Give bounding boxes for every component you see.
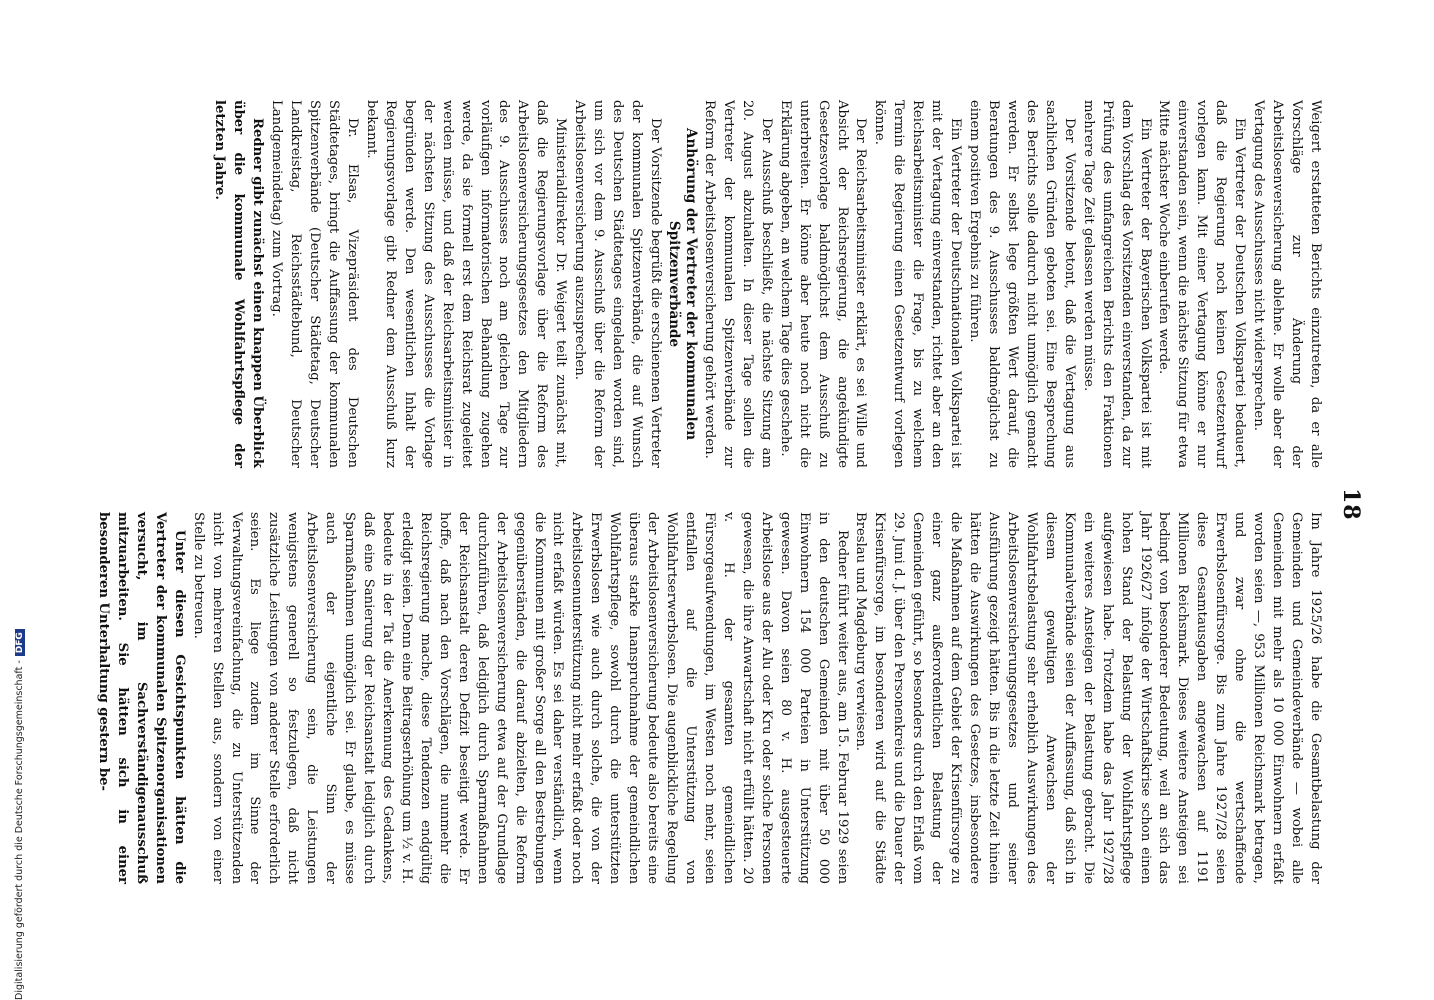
paragraph: Dr. Elsas, Vizepräsident des Deutschen Städtetages, bringt die Auffassung der kommunalen Spitzenverbände (Deutscher Städtetag, Deutscher Landkreistag, Reichsstädtebund, Deutscher Landgemeindetag) zum Vortrag. <box>269 100 360 468</box>
footer-credit: Digitalisierung gefördert durch die Deutsche Forschungsgemeinschaft - <box>14 660 25 1000</box>
left-column <box>209 100 1324 468</box>
paragraph: Ein Vertreter der Bayerischen Volkspartei ist mit dem Vorschlag des Vorsitzenden einverstanden, da zur Prüfung des umfangreichen Berichts den Fraktionen mehrere Tage Zeit gelassen werden müsse. <box>1080 100 1153 468</box>
paragraph: Ministerialdirektor Dr. Weigert teilt zunächst mit, daß die Regierungsvorlage über die Reform des Arbeitslosenversicherungsgesetzes den Mitgliedern des 9. Ausschusses noch am gleichen Tage zur vorläufigen informatorischen Behandlung zugehen werde, da sie formell erst dem Reichsrat zugeleitet werden müsse, und daß der Reichsarbeitsminister in der nächsten Sitzung des Ausschusses die Vorlage begründen werde. Den wesentlichen Inhalt der Regierungsvorlage gibt Redner dem Ausschuß kurz bekannt. <box>363 100 569 468</box>
paragraph: Ein Vertreter der Deutschnationalen Volkspartei ist mit der Vertagung einverstanden, richtet aber an den Reichsarbeitsminister die Frage, bis zu welchem Termin die Regierung einen Gesetzentwurf vorlegen könne. <box>872 100 964 468</box>
paragraph: Weigert erstatteten Berichts einzutreten, da er alle Vorschläge zur Änderung der Arbeitslosenversicherung ablehne. Er wolle aber der Vertagung des Ausschusses nicht widersprechen. <box>1251 100 1323 468</box>
section-heading: Anhörung der Vertreter der kommunalen Spitzenverbände <box>665 127 700 441</box>
right-column <box>93 512 1324 884</box>
paragraph: Redner gibt zunächst einen knappen Überblick über die kommunale Wohlfahrtspflege der letzten Jahre. <box>212 100 266 468</box>
dfg-logo: DFG <box>15 629 25 656</box>
paragraph: Im Jahre 1925/26 habe die Gesamtbelastung der Gemeinden und Gemeindeverbände — wobei alle Gemeinden mit mehr als 10 000 Einwohnern erfaßt worden seien —, 953 Millionen Reichsmark betragen, und zwar ohne die wertschaffende Erwerbslosenfürsorge. Bis zum Jahre 1927/28 seien diese Gesamtausgaben angewachsen auf 1191 Millionen Reichsmark. Dieses weitere Ansteigen sei bedingt von besonderer Bedeutung, weil an sich das Jahr 1926/27 infolge der Wirtschaftskrise schon einen hohen Stand der Belastung der Wohlfahrtspflege aufgewiesen habe. Trotzdem habe das Jahr 1927/28 ein weiteres Ansteigen der Belastung gebracht. Die Kommunalverbände seien der Auffassung, daß sich in diesem gewaltigen Anwachsen der Wohlfahrtsbelastung sehr erheblich Auswirkungen des Arbeitslosenversicherungsgesetzes und seiner Ausführung gezeigt hätten. Bis in die letzte Zeit hinein hätten die Auswirkungen des Gesetzes, insbesondere die Maßnahmen auf dem Gebiet der Krisenfürsorge zu einer ganz außerordentlichen Belastung der Gemeinden geführt, so besonders durch den Erlaß vom 29. Juni d. J. über den Personenkreis und die Dauer der Krisenfürsorge, im besonderen wird auf die Städte Breslau und Magdeburg verwiesen. <box>853 512 1323 884</box>
paragraph: Der Vorsitzende begrüßt die erschienenen Vertreter der kommunalen Spitzenverbände, die auf Wunsch des Deutschen Städtetages eingeladen worden sind, um sich vor dem 9. Ausschuß über die Reform der Arbeitslosenversicherung auszusprechen. <box>572 100 663 468</box>
paragraph: Unter diesen Gesichtspunkten hätten die Vertreter der kommunalen Spitzenorganisationen versucht, im Sachverständigenausschuß mitzuarbeiten. Sie hätten sich in einer besonderen Unterhaltung gestern be- <box>96 512 187 884</box>
paragraph: Redner führt weiter aus, am 15. Februar 1929 seien in den deutschen Gemeinden mit über 50 000 Einwohnern 154 000 Parteien in Unterstützung gewesen. Davon seien 80 v. H. ausgesteuerte Arbeitslose aus der Alu oder Kru oder solche Personen gewesen, die ihre Anwartschaft nicht erfüllt hätten. 20 v. H. der gesamten gemeindlichen Fürsorgeaufwendungen, im Westen noch mehr, seien entfallen auf die Unterstützung von Wohlfahrtserwerbslosen. Die augenblickliche Regelung der Arbeitslosenversicherung bedeute also bereits eine überaus starke Inanspruchnahme der gemeindlichen Wohlfahrtspflege, sowohl durch die unterstützten Erwerbslosen wie auch durch solche, die von der Arbeitslosenunterstützung nicht mehr erfaßt oder noch nicht erfaßt würden. Es sei daher verständlich, wenn die Kommunen mit großer Sorge all den Bestrebungen gegenüberständen, die darauf abzielten, die Reform der Arbeitslosenversicherung etwa auf der Grundlage durchzuführen, daß lediglich durch Sparmaßnahmen der Reichsanstalt deren Defizit beseitigt werde. Er hoffe, daß nach den Vorschlägen, die nunmehr die Reichsregierung mache, diese Tendenzen endgültig erledigt seien. Denn eine Beitragserhöhung um ½ v. H. bedeute in der Tat die Anerkennung des Gedankens, daß eine Sanierung der Reichsanstalt lediglich durch Sparmaßnahmen unmöglich sei. Er glaube, es müsse auch der eigentliche Sinn der Arbeitslosenversicherung sein, die Leistungen wenigstens generell so festzulegen, daß nicht zusätzliche Leistungen von anderer Stelle erforderlich seien. Es liege zudem im Sinne der Verwaltungsvereinfachung, die zu Unterstützenden nicht von mehreren Stellen aus, sondern von einer Stelle zu betreuen. <box>190 512 850 884</box>
paragraph: Ein Vertreter der Deutschen Volkspartei bedauert, daß die Regierung noch keinen Gesetzentwurf vorlegen kann. Mit einer Vertagung könne er nur einverstanden sein, wenn die nächste Sitzung für etwa Mitte nächster Woche einberufen werde. <box>1156 100 1248 468</box>
paragraph: Der Ausschuß beschließt, die nächste Sitzung am 20. August abzuhalten. In dieser Tage sollen die Vertreter der kommunalen Spitzenverbände zur Reform der Arbeitslosenversicherung gehört werden. <box>702 100 774 468</box>
paragraph: Der Reichsarbeitsminister erklärt, es sei Wille und Absicht der Reichsregierung, die angekündigte Gesetzesvorlage baldmöglichst dem Ausschuß zu unterbreiten. Er könne aber heute noch nicht die Erklärung abgeben, an welchem Tage dies geschehe. <box>777 100 869 468</box>
paragraph: Der Vorsitzende betont, daß die Vertagung aus sachlichen Gründen geboten sei. Eine Besprechung des Berichts solle dadurch nicht unmöglich gemacht werden. Er selbst lege größten Wert darauf, die Beratungen des 9. Ausschusses baldmöglichst zu einem positiven Ergebnis zu führen. <box>967 100 1077 468</box>
page-number: 18 <box>1338 488 1364 521</box>
footer-strip <box>0 605 25 1000</box>
